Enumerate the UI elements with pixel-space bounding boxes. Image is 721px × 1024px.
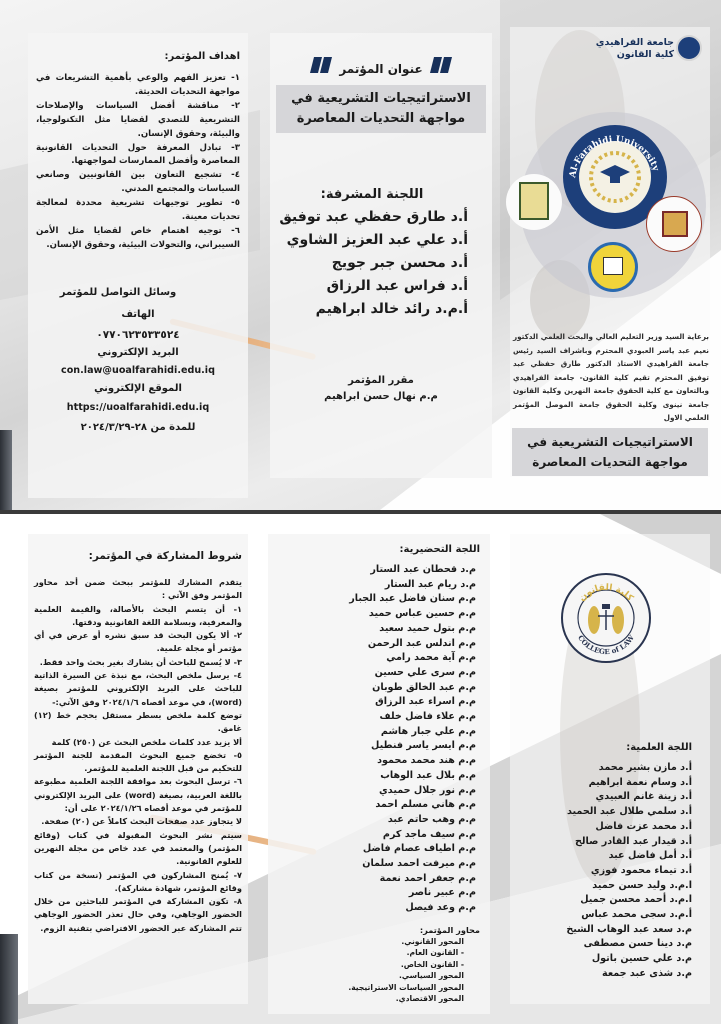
website-link[interactable]: https://uoalfarahidi.edu.iq	[66, 401, 210, 413]
condition-item: ٤- يرسل ملخص البحث، مع نبذة عن السيرة الذاتية للباحث على البريد الإلكتروني للمؤتمر بصيغة (word)، في موعد أقصاه ٢٠٢٤/١/٦ وفق الآتي:-	[34, 670, 242, 707]
committee-member: أ.م.د رائد خالد ابراهيم	[315, 301, 468, 317]
condition-item: ١- أن يتسم البحث بالأصالة، والقيمة العلمية والمعرفية، وبسلامة اللغة القانونية ودقتها.	[34, 603, 242, 627]
scientific-committee-member: أ.د محمد عزت فاضل	[595, 820, 692, 832]
conference-title-heading	[276, 57, 486, 77]
condition-item: سيتم نشر البحوث المقبولة في كتاب (وقائع المؤتمر) والمعتمد في عدد خاص من مجلة النهرين للعلوم القانونية.	[34, 829, 242, 867]
scientific-committee-member: أ.د سلمي طلال عبد الحميد	[566, 806, 692, 818]
conference-title-line: مواجهة التحديات المعاصرة	[296, 111, 466, 126]
rapporteur-title: مقرر المؤتمر	[348, 375, 414, 386]
preparatory-committee-member: م.م سنان فاضل عبد الجبار	[349, 593, 476, 605]
committee-member: أ.د فراس عبد الرزاق	[326, 278, 468, 294]
preparatory-committee-member: م.م نور جلال حميدي	[379, 784, 476, 796]
condition-item: ٨- تكون المشاركة في المؤتمر للباحثين من خلال الحضور الوجاهي، وفي حال تعذر الحضور الوجاهي تتم المشاركة عبر الحضور الافتراضي بتقنية الزوم.	[34, 896, 242, 933]
scientific-committee-member: أ.د مازن بشير محمد	[598, 762, 692, 773]
contact-section	[36, 283, 240, 439]
scientific-committee-list	[517, 761, 692, 982]
quote-mark-icon	[440, 57, 452, 73]
preparatory-committee-panel	[268, 534, 490, 1014]
partner-logos-cluster	[520, 112, 706, 298]
scientific-committee-member: أ.د تيماء محمود فوزي	[590, 864, 692, 876]
college-logo-arabic: كلية القانون	[577, 582, 635, 604]
conference-axes	[278, 924, 480, 1005]
supervising-committee	[276, 183, 486, 321]
dark-edge-decoration	[0, 430, 12, 510]
scientific-committee-member: م.د شذى عبد جمعة	[602, 967, 692, 979]
axis-item: - القانون الخاص.	[400, 959, 464, 969]
college-name: كلية القانون	[616, 49, 674, 60]
scientific-committee-member: أ.د قيدار عبد القادر صالح	[574, 835, 692, 847]
preparatory-committee-member: م.م ايسر ياسر فنطيل	[371, 740, 476, 752]
axis-item: المحور الاقتصادي.	[395, 994, 464, 1004]
scientific-committee-member: أ.د زينة غانم العبيدي	[595, 791, 692, 803]
committee-member: أ.د علي عبد العزيز الشاوي	[286, 232, 468, 248]
goals-title: اهداف المؤتمر:	[164, 51, 240, 62]
preparatory-committee-member: م.م ميرفت احمد سلمان	[362, 858, 476, 870]
preparatory-committee-member: م.م حسين عباس حميد	[368, 608, 476, 620]
scientific-committee-member: أ.م.د سجى محمد عباس	[581, 909, 692, 921]
committee-member: أ.د محسن جبر جويج	[331, 255, 468, 271]
preparatory-committee-member: م.م آية محمد رامي	[386, 652, 476, 664]
preparatory-committee-member: م.م سرى علي حسين	[374, 666, 476, 678]
college-logo-english: COLLEGE of LAW	[576, 633, 636, 657]
preparatory-committee-member: م.د ريام عبد الستار	[384, 578, 476, 590]
partner-logo-bottom	[588, 242, 638, 292]
axis-item: المحور السياسي.	[399, 971, 464, 981]
conditions-title: شروط المشاركة في المؤتمر:	[88, 550, 242, 562]
cover-title-box	[512, 428, 708, 476]
scientific-committee-member: أ.د أمل فاضل عبد	[608, 850, 692, 862]
preparatory-committee-member: م.م اطياف عصام فاضل	[362, 843, 476, 855]
scientific-committee-member: ا.م.د وليد حسن حميد	[592, 879, 692, 891]
preparatory-committee-member: م.م اندلس عبد الرحمن	[367, 637, 476, 649]
law-college-logo-left	[506, 174, 562, 230]
goals-item: ٣- تبادل المعرفة حول التحديات القانونية المعاصرة وأفضل الممارسات لمواجهتها.	[36, 142, 240, 167]
university-seal-icon	[676, 35, 702, 61]
scientific-committee-member: ا.م.د أحمد محسن جميل	[580, 894, 692, 906]
axis-item: المحور القانوني.	[401, 936, 464, 946]
condition-item: ألا يزيد عدد كلمات ملخص البحث عن (٢٥٠) كلمة	[51, 736, 242, 747]
condition-item: ٣- لا يُسمح للباحث أن يشارك بغير بحث واحد فقط.	[39, 656, 242, 667]
patronage-text: برعاية السيد وزير التعليم العالي والبحث العلمي الدكتور نعيم عبد ياسر العبودي المحترم وباشراف السيد رئيس جامعة الفراهيدي الاستاذ الدكتور طارق حفظي عبد توفيق المحترم تقيم كلية القانون- جامعة الفراهيدي وبالتعاون مع كلية الحقوق جامعة النهرين وكلية القانون جامعة نينوى وكلية الحقوق جامعة الموصل المؤتمر العلمي الاول	[513, 332, 709, 422]
quote-mark-icon	[320, 57, 332, 73]
website-label: الموقع الإلكتروني	[94, 382, 182, 394]
goals-item: ٦- توجيه اهتمام خاص لقضايا مثل الأمن السيبراني، والتحولات البيئية، وحقوق الإنسان.	[36, 225, 240, 250]
conference-title-box	[276, 85, 486, 133]
scientific-committee-member: م.د سعد عبد الوهاب الشيخ	[566, 923, 692, 935]
contact-title: وسائل التواصل للمؤتمر	[59, 286, 177, 298]
condition-item: ٢- ألا يكون البحث قد سبق نشره أو عرض في أي مؤتمر أو مجلة علمية.	[34, 630, 242, 654]
preparatory-committee-member: م.م علاء فاضل خلف	[379, 711, 476, 723]
preparatory-committee-member: م.م بتول حميد سعيد	[379, 622, 476, 634]
preparatory-committee-member: م.م علي جبار هاشم	[380, 725, 476, 737]
scientific-committee-panel	[510, 534, 710, 1004]
committee-member: أ.د طارق حفظي عبد توفيق	[279, 209, 468, 225]
preparatory-committee-member: م.م وعد فيصل	[405, 902, 476, 914]
condition-item: توضع كلمة ملخص بسطر مستقل بحجم خط (١٢) غامق.	[34, 709, 242, 734]
rapporteur-section	[276, 373, 486, 405]
condition-item: ٥- تخضع جميع البحوث المقدمة للجنة المؤتمر للتحكيم من قبل اللجنة العلمية للمؤتمر.	[34, 749, 242, 774]
preparatory-committee-list	[278, 563, 480, 916]
university-logo-text: Al-Farahidi University	[568, 134, 661, 179]
axes-list	[278, 936, 480, 1005]
preparatory-committee-member: م.م عبير ناصر	[408, 887, 476, 899]
condition-item: يتقدم المشارك للمؤتمر ببحث ضمن أحد محاور المؤتمر وفق الآتي :	[34, 577, 242, 601]
axis-item: المحور السياسات الاستراتيجية.	[348, 982, 464, 992]
brochure-outer-side	[0, 0, 721, 510]
scientific-committee-member: م.د علي حسين باتول	[591, 953, 692, 965]
partner-logo-right	[646, 196, 702, 252]
condition-item: ٦- ترسل البحوث بعد موافقة اللجنة العلمية مطبوعة باللغة العربية، بصيغة (word) على البريد الإلكتروني للمؤتمر في موعد أقصاه ٢٠٢٤/١/٢٦ على أن:	[34, 776, 242, 814]
phone-label: الهاتف	[121, 308, 155, 320]
preparatory-committee-member: م.م سيف ماجد كرم	[382, 828, 476, 840]
preparatory-committee-member: م.م جعفر احمد نعمة	[379, 872, 476, 884]
axes-title: محاور المؤتمر:	[419, 924, 480, 935]
scientific-committee-title: اللجة العلمية:	[626, 742, 692, 753]
preparatory-committee-member: م.م بلال عبد الوهاب	[380, 769, 476, 781]
preparatory-committee-member: م.م اسراء عبد الرزاق	[375, 696, 476, 708]
preparatory-committee-member: م.د قحطان عبد الستار	[370, 564, 476, 575]
college-of-law-logo	[560, 572, 652, 664]
axis-item: - القانون العام.	[406, 948, 464, 958]
scientific-committee-member: أ.د وسام نعمة ابراهيم	[588, 776, 692, 788]
preparatory-committee-member: م.م عبد الخالق طوبان	[372, 681, 476, 693]
rapporteur-name: م.م نهال حسن ابراهيم	[324, 391, 438, 402]
scientific-committee	[517, 742, 692, 982]
conference-title-line: الاستراتيجيات التشريعية في	[291, 91, 471, 106]
scientific-committee-member: م.د دينا حسن مصطفى	[583, 938, 692, 950]
supervising-committee-title: اللجنة المشرفة:	[320, 187, 424, 202]
phone-number: ٠٧٧٠٦٢٣٥٣٣٥٢٤	[96, 328, 180, 341]
university-name: جامعة الفراهيدي	[595, 37, 674, 48]
dark-edge-decoration	[0, 934, 18, 1024]
cover-title-line: مواجهة التحديات المعاصرة	[532, 455, 688, 469]
goals-item: ٥- تطوير توجيهات تشريعية محددة لمعالجة تحديات معينة.	[36, 198, 240, 223]
participation-conditions-panel	[28, 534, 248, 1004]
patronage-statement	[513, 330, 709, 425]
university-header	[596, 37, 674, 61]
email-link[interactable]: con.law@uoalfarahidi.edu.iq	[61, 364, 215, 376]
condition-item: لا يتجاوز عدد صفحات البحث كاملاً عن (٢٠) صفحة.	[41, 816, 242, 827]
preparatory-committee-title: اللجة التحضيرية:	[399, 544, 480, 555]
condition-item: ٧- يُمنح المشاركون في المؤتمر (نسخة من كتاب وقائع المؤتمر، شهادة مشاركة).	[34, 869, 242, 893]
preparatory-committee-member: م.م هند محمد محمود	[377, 755, 476, 767]
preparatory-committee-member: م.م هاني مسلم احمد	[375, 799, 476, 811]
cover-title-line: الاستراتيجيات التشريعية في	[527, 435, 693, 449]
brochure-inner-side	[0, 514, 721, 1024]
goals-contact-panel	[28, 33, 248, 498]
email-label: البريد الإلكتروني	[97, 346, 179, 358]
conference-dates: للمدة من ٢٨-٢٠٢٤/٣/٢٩	[80, 421, 196, 433]
goals-item: ٤- تشجيع التعاون بين القانونيين وصانعي السياسات والمجتمع المدني.	[36, 170, 240, 195]
conference-title-label: عنوان المؤتمر	[339, 62, 423, 76]
goals-item: ٢- مناقشة أفضل السياسات والإصلاحات التشريعية للتصدي لقضايا مثل التكنولوجيا، والبيئة، وحقوق الإنسان.	[36, 100, 240, 139]
goals-item: ١- تعزيز الفهم والوعي بأهمية التشريعات في مواجهة التحديات الحديثة.	[36, 73, 240, 97]
title-committee-panel	[270, 33, 492, 478]
preparatory-committee-member: م.م وهب حاتم عبد	[387, 813, 476, 825]
